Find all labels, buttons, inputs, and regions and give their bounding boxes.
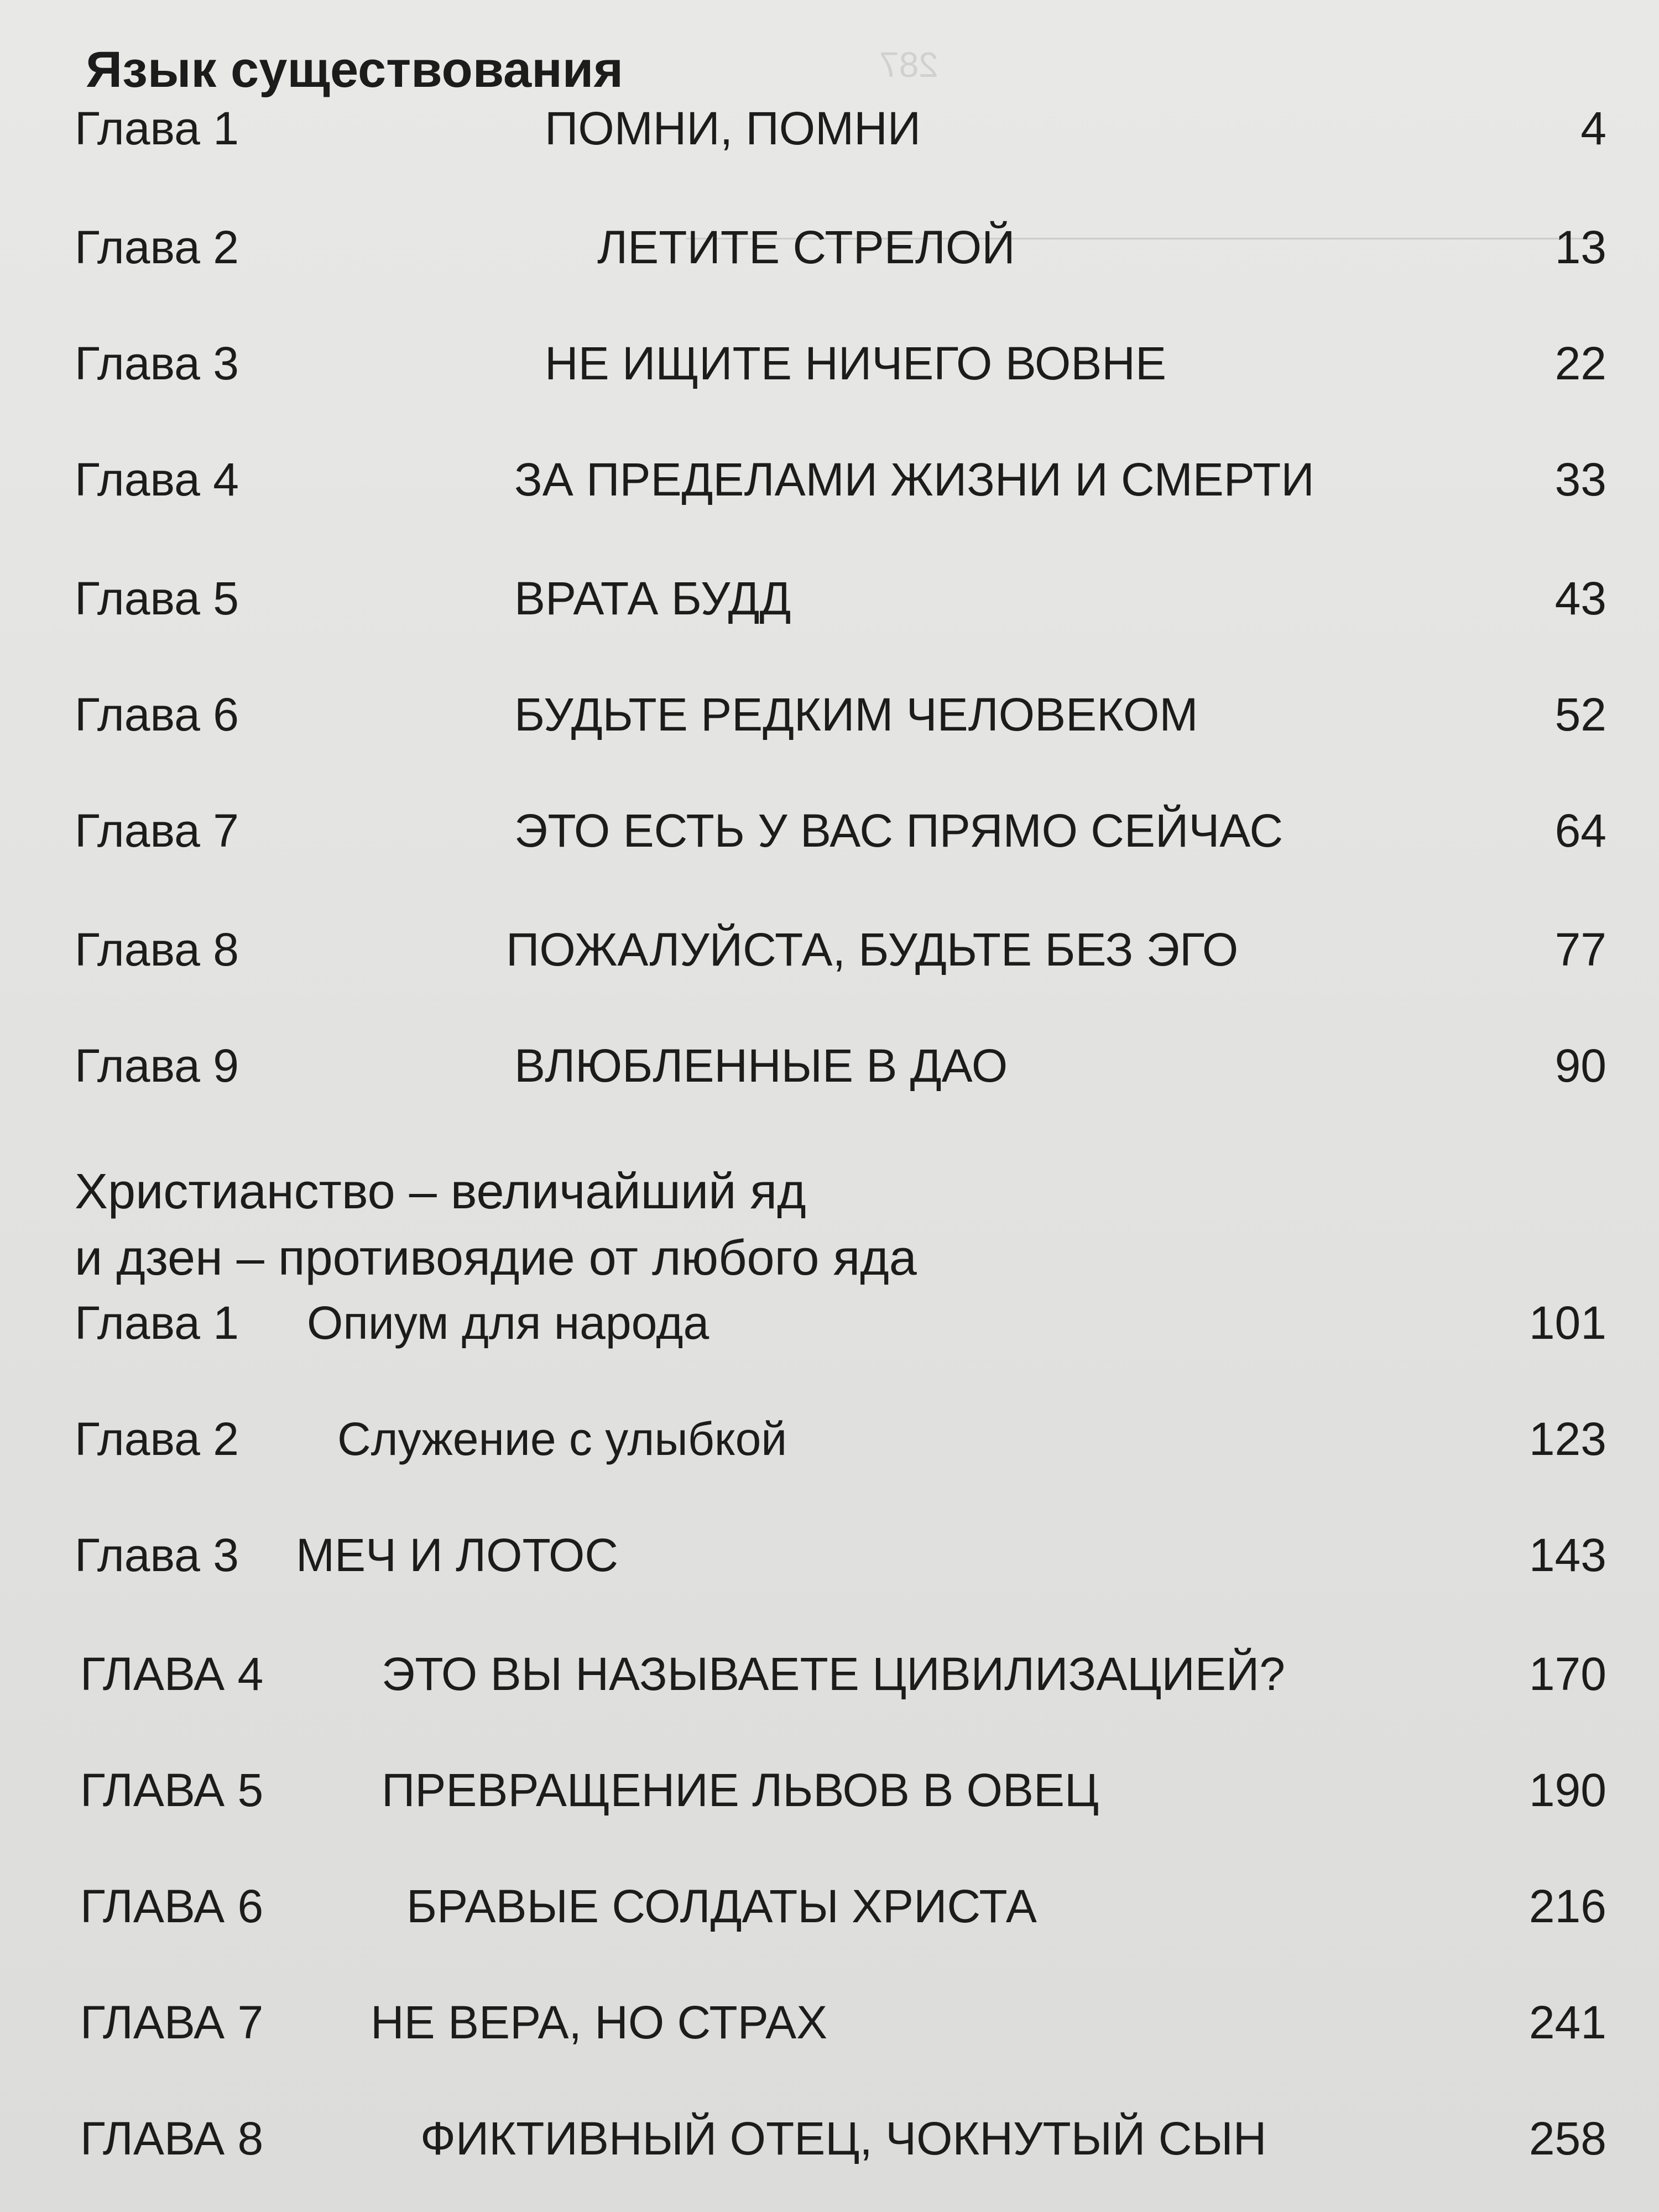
toc-row[interactable] [0,1996,1659,2060]
chapter-label: Глава 3 [75,337,239,389]
chapter-page-number: 43 [1554,572,1606,624]
section-2-title-line-1: Христианство – величайший яд [75,1164,806,1219]
chapter-label: Глава 5 [75,572,239,624]
chapter-label: Глава 7 [75,805,239,857]
chapter-title: ПОМНИ, ПОМНИ [545,102,921,154]
toc-row[interactable] [0,1297,1659,1360]
chapter-page-number: 241 [1528,1996,1606,2048]
chapter-page-number: 13 [1554,221,1606,273]
chapter-page-number: 190 [1528,1764,1606,1816]
chapter-page-number: 22 [1554,337,1606,389]
chapter-label: Глава 9 [75,1040,239,1092]
toc-row[interactable] [0,102,1659,166]
chapter-title: ЭТО ВЫ НАЗЫВАЕТЕ ЦИВИЛИЗАЦИЕЙ? [382,1648,1285,1700]
toc-row[interactable] [0,1529,1659,1593]
chapter-page-number: 90 [1554,1040,1606,1092]
toc-row[interactable] [0,1764,1659,1828]
chapter-page-number: 123 [1528,1413,1606,1465]
toc-row[interactable] [0,572,1659,636]
chapter-title: ВРАТА БУДД [514,572,791,624]
toc-row[interactable] [0,688,1659,752]
chapter-label: Глава 3 [75,1529,239,1581]
chapter-page-number: 64 [1554,805,1606,857]
chapter-title: МЕЧ И ЛОТОС [296,1529,619,1581]
chapter-page-number: 77 [1554,924,1606,975]
chapter-title: ФИКТИВНЫЙ ОТЕЦ, ЧОКНУТЫЙ СЫН [420,2112,1267,2164]
toc-row[interactable] [0,1413,1659,1477]
chapter-page-number: 4 [1580,102,1606,154]
chapter-label: Глава 4 [75,453,239,505]
chapter-title: НЕ ВЕРА, НО СТРАХ [371,1996,828,2048]
chapter-label: ГЛАВА 6 [80,1880,264,1932]
chapter-page-number: 33 [1554,453,1606,505]
chapter-page-number: 170 [1528,1648,1606,1700]
chapter-title: ВЛЮБЛЕННЫЕ В ДАО [514,1040,1008,1092]
chapter-page-number: 52 [1554,688,1606,740]
bleed-through-page-number: 287 [879,45,938,85]
toc-row[interactable] [0,2112,1659,2176]
chapter-title: Опиум для народа [307,1297,709,1349]
chapter-title: ЛЕТИТЕ СТРЕЛОЙ [597,221,1015,273]
section-2-title-line-2: и дзен – противоядие от любого яда [75,1230,917,1286]
chapter-title: Служение с улыбкой [337,1413,787,1465]
chapter-label: Глава 1 [75,1297,239,1349]
chapter-label: ГЛАВА 8 [80,2112,264,2164]
toc-row[interactable] [0,1042,1659,1103]
chapter-label: Глава 2 [75,221,239,273]
section-1-title: Язык существования [86,41,624,98]
chapter-label: Глава 8 [75,924,239,975]
toc-row[interactable] [0,1648,1659,1712]
toc-row[interactable] [0,337,1659,401]
chapter-title: БУДЬТЕ РЕДКИМ ЧЕЛОВЕКОМ [514,688,1198,740]
chapter-label: Глава 6 [75,688,239,740]
chapter-title: ЗА ПРЕДЕЛАМИ ЖИЗНИ И СМЕРТИ [514,453,1314,505]
chapter-label: ГЛАВА 4 [80,1648,264,1700]
chapter-title: ЭТО ЕСТЬ У ВАС ПРЯМО СЕЙЧАС [514,805,1284,857]
toc-row[interactable] [0,221,1659,285]
chapter-label: ГЛАВА 7 [80,1996,264,2048]
chapter-label: Глава 1 [75,102,239,154]
chapter-page-number: 216 [1528,1880,1606,1932]
chapter-title: ПРЕВРАЩЕНИЕ ЛЬВОВ В ОВЕЦ [382,1764,1099,1816]
toc-row[interactable] [0,926,1659,987]
chapter-label: Глава 2 [75,1413,239,1465]
toc-row[interactable] [0,807,1659,868]
chapter-label: ГЛАВА 5 [80,1764,264,1816]
chapter-title: БРАВЫЕ СОЛДАТЫ ХРИСТА [406,1880,1037,1932]
toc-row[interactable] [0,1880,1659,1944]
chapter-page-number: 258 [1528,2112,1606,2164]
chapter-page-number: 143 [1528,1529,1606,1581]
chapter-title: НЕ ИЩИТЕ НИЧЕГО ВОВНЕ [545,337,1166,389]
toc-row[interactable] [0,453,1659,517]
chapter-title: ПОЖАЛУЙСТА, БУДЬТЕ БЕЗ ЭГО [506,924,1239,975]
chapter-page-number: 101 [1528,1297,1606,1349]
